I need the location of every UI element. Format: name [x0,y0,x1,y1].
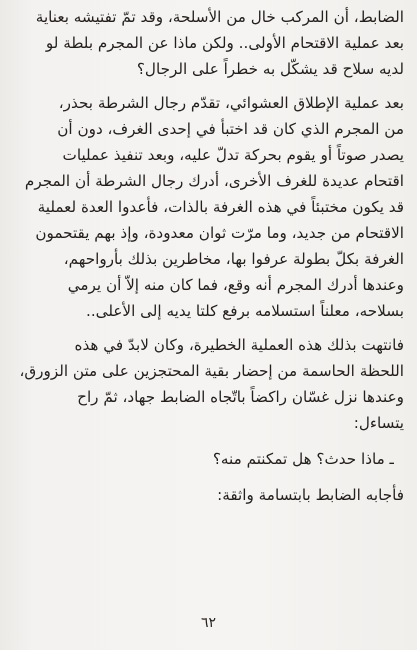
paragraph-3-line-4: يتساءل: [353,414,404,432]
paragraph-2 [10,90,404,324]
paragraph-3-line-3: وعندها نزل غسّان راكضاً باتّجاه الضابط جهاد، ثمّ راح [77,388,404,406]
paragraph-3-line-2: اللحظة الحاسمة من إحضار بقية المحتجزين على متن الزورق، [19,362,404,380]
paragraph-2-line-8: وعندها أدرك المجرم أنه وقع، فما كان منه إلاّ أن يرمي [67,276,404,294]
paragraph-1-line-1: الضابط، أن المركب خال من الأسلحة، وقد تمّ تفتيشه بعناية [35,8,404,26]
page-text [10,4,404,508]
closing-text: فأجابه الضابط بابتسامة واثقة: [217,486,404,504]
paragraph-2-line-3: يصدر صوتاً أو يقوم بحركة تدلّ عليه، وبعد تنفيذ عمليات [62,146,404,164]
paragraph-1 [10,4,404,82]
paragraph-2-line-9: بسلاحه، معلناً استسلامه برفع كلتا يديه إلى الأعلى.. [86,302,404,320]
paragraph-2-line-7: الغرفة بكلّ بطولة عرفوا بها، مخاطرين بذلك بأرواحهم، [63,250,404,268]
page-number: ٦٢ [200,615,217,631]
paragraph-2-line-5: قد يكون مختبئاً في هذه الغرفة بالذات، فأعدوا العدة لعملية [37,198,404,216]
paragraph-1-line-2: بعد عملية الاقتحام الأولى.. ولكن ماذا عن المجرم بلطة لو [45,34,404,52]
dialogue-text: ـ ماذا حدث؟ هل تمكنتم منه؟ [212,450,394,468]
paragraph-3 [10,332,404,436]
paragraph-3-line-1: فانتهت بذلك هذه العملية الخطيرة، وكان لابدّ في هذه [74,336,404,354]
dialogue-line [10,446,404,472]
closing-paragraph [10,482,404,508]
paragraph-2-line-4: اقتحام عديدة للغرف الأخرى، أدرك رجال الشرطة أن المجرم [24,172,404,190]
paragraph-2-line-1: بعد عملية الإطلاق العشوائي، تقدّم رجال الشرطة بحذر، [58,94,404,112]
paragraph-2-line-6: الاقتحام من جديد، وما مرّت ثوان معدودة، وإذ بهم يقتحمون [35,224,404,242]
paragraph-1-line-3: لديه سلاح قد يشكّل به خطراً على الرجال؟ [136,60,404,78]
paragraph-2-line-2: من المجرم الذي كان قد اختبأ في إحدى الغرف، دون أن [57,120,404,138]
